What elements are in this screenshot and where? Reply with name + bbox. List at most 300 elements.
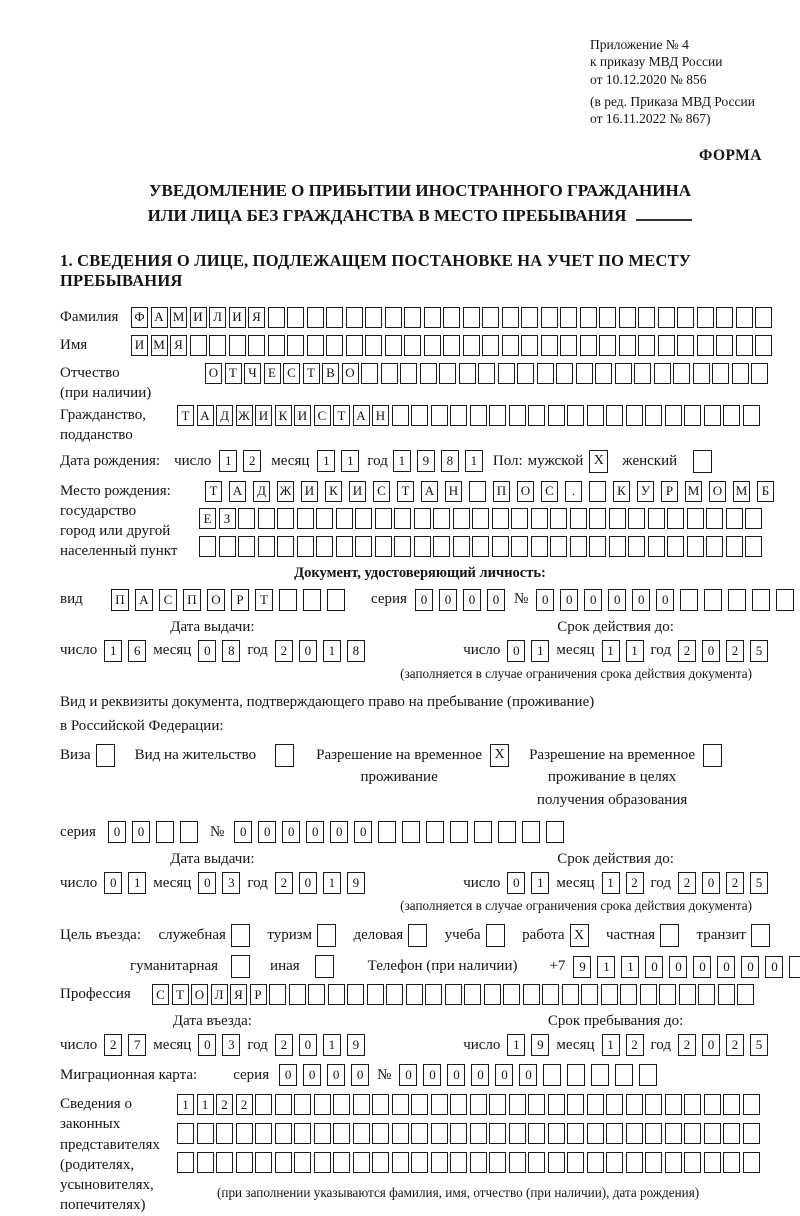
char-cell[interactable]: 0 — [299, 1034, 317, 1056]
char-cell[interactable] — [523, 984, 540, 1005]
residence-permit-checkbox[interactable] — [275, 744, 294, 767]
char-cell[interactable]: М — [685, 481, 702, 502]
char-cell[interactable] — [336, 536, 353, 557]
char-cell[interactable]: 1 — [602, 872, 620, 894]
char-cell[interactable]: Н — [372, 405, 389, 426]
char-cell[interactable]: К — [275, 405, 292, 426]
char-cell[interactable]: А — [353, 405, 370, 426]
char-cell[interactable] — [680, 589, 698, 611]
char-cell[interactable] — [353, 1123, 370, 1144]
char-cell[interactable]: О — [191, 984, 208, 1005]
char-cell[interactable] — [400, 363, 417, 384]
char-cell[interactable]: 0 — [608, 589, 626, 611]
char-cell[interactable]: 0 — [198, 640, 216, 662]
char-cell[interactable]: 2 — [678, 872, 696, 894]
char-cell[interactable]: 0 — [132, 821, 150, 843]
char-cell[interactable] — [589, 536, 606, 557]
char-cell[interactable]: 0 — [234, 821, 252, 843]
char-cell[interactable] — [716, 307, 733, 328]
purpose-study-checkbox[interactable] — [486, 924, 505, 947]
char-cell[interactable] — [626, 1123, 643, 1144]
char-cell[interactable] — [556, 363, 573, 384]
char-cell[interactable]: 0 — [632, 589, 650, 611]
char-cell[interactable]: 0 — [258, 821, 276, 843]
char-cell[interactable] — [414, 508, 431, 529]
char-cell[interactable]: 0 — [439, 589, 457, 611]
char-cell[interactable]: 1 — [621, 956, 639, 978]
char-cell[interactable] — [425, 984, 442, 1005]
char-cell[interactable] — [294, 1123, 311, 1144]
char-cell[interactable] — [470, 1123, 487, 1144]
char-cell[interactable]: Т — [205, 481, 222, 502]
char-cell[interactable] — [648, 508, 665, 529]
char-cell[interactable] — [463, 335, 480, 356]
char-cell[interactable] — [665, 405, 682, 426]
char-cell[interactable] — [367, 984, 384, 1005]
char-cell[interactable] — [314, 1094, 331, 1115]
char-cell[interactable] — [372, 1094, 389, 1115]
char-cell[interactable] — [303, 589, 321, 611]
char-cell[interactable]: С — [314, 405, 331, 426]
char-cell[interactable] — [619, 335, 636, 356]
char-cell[interactable] — [402, 821, 420, 843]
char-cell[interactable]: 7 — [128, 1034, 146, 1056]
char-cell[interactable] — [620, 984, 637, 1005]
char-cell[interactable] — [640, 984, 657, 1005]
char-cell[interactable] — [180, 821, 198, 843]
char-cell[interactable]: А — [135, 589, 153, 611]
char-cell[interactable]: 0 — [108, 821, 126, 843]
char-cell[interactable] — [658, 307, 675, 328]
char-cell[interactable]: Ж — [277, 481, 294, 502]
char-cell[interactable] — [537, 363, 554, 384]
char-cell[interactable] — [333, 1094, 350, 1115]
char-cell[interactable]: 0 — [741, 956, 759, 978]
char-cell[interactable]: 0 — [645, 956, 663, 978]
char-cell[interactable]: Е — [199, 508, 216, 529]
char-cell[interactable]: 0 — [415, 589, 433, 611]
char-cell[interactable]: П — [111, 589, 129, 611]
char-cell[interactable]: 9 — [347, 872, 365, 894]
char-cell[interactable]: М — [151, 335, 168, 356]
char-cell[interactable]: Е — [264, 363, 281, 384]
char-cell[interactable] — [698, 984, 715, 1005]
char-cell[interactable] — [628, 536, 645, 557]
char-cell[interactable]: А — [421, 481, 438, 502]
char-cell[interactable] — [426, 821, 444, 843]
char-cell[interactable] — [687, 536, 704, 557]
char-cell[interactable] — [599, 307, 616, 328]
char-cell[interactable] — [677, 307, 694, 328]
char-cell[interactable]: Т — [225, 363, 242, 384]
char-cell[interactable]: 0 — [669, 956, 687, 978]
char-cell[interactable] — [346, 335, 363, 356]
char-cell[interactable] — [277, 508, 294, 529]
char-cell[interactable] — [450, 1094, 467, 1115]
char-cell[interactable] — [236, 1123, 253, 1144]
char-cell[interactable] — [659, 984, 676, 1005]
char-cell[interactable] — [450, 405, 467, 426]
char-cell[interactable] — [528, 1123, 545, 1144]
char-cell[interactable]: 1 — [323, 1034, 341, 1056]
char-cell[interactable]: П — [493, 481, 510, 502]
char-cell[interactable] — [589, 508, 606, 529]
char-cell[interactable] — [522, 821, 540, 843]
char-cell[interactable] — [548, 1123, 565, 1144]
char-cell[interactable] — [634, 363, 651, 384]
char-cell[interactable] — [550, 536, 567, 557]
char-cell[interactable] — [639, 1064, 657, 1086]
char-cell[interactable] — [307, 307, 324, 328]
char-cell[interactable] — [190, 335, 207, 356]
char-cell[interactable] — [229, 335, 246, 356]
purpose-tourism-checkbox[interactable] — [317, 924, 336, 947]
char-cell[interactable] — [704, 405, 721, 426]
char-cell[interactable] — [489, 405, 506, 426]
char-cell[interactable]: 1 — [626, 640, 644, 662]
char-cell[interactable]: 0 — [303, 1064, 321, 1086]
char-cell[interactable] — [687, 508, 704, 529]
char-cell[interactable] — [745, 536, 762, 557]
char-cell[interactable] — [450, 1123, 467, 1144]
char-cell[interactable] — [679, 984, 696, 1005]
char-cell[interactable]: 1 — [531, 872, 549, 894]
char-cell[interactable] — [615, 363, 632, 384]
char-cell[interactable]: А — [151, 307, 168, 328]
char-cell[interactable] — [684, 1094, 701, 1115]
purpose-other-checkbox[interactable] — [315, 955, 334, 978]
char-cell[interactable] — [645, 1123, 662, 1144]
char-cell[interactable] — [665, 1123, 682, 1144]
sex-female-checkbox[interactable] — [693, 450, 712, 473]
char-cell[interactable] — [258, 536, 275, 557]
char-cell[interactable]: 1 — [507, 1034, 525, 1056]
char-cell[interactable] — [474, 821, 492, 843]
char-cell[interactable] — [463, 307, 480, 328]
char-cell[interactable] — [576, 363, 593, 384]
char-cell[interactable] — [567, 1094, 584, 1115]
char-cell[interactable] — [433, 536, 450, 557]
char-cell[interactable]: 1 — [393, 450, 411, 472]
char-cell[interactable] — [673, 363, 690, 384]
char-cell[interactable] — [704, 1123, 721, 1144]
char-cell[interactable] — [492, 536, 509, 557]
char-cell[interactable]: 9 — [573, 956, 591, 978]
char-cell[interactable] — [737, 984, 754, 1005]
char-cell[interactable] — [619, 307, 636, 328]
char-cell[interactable] — [453, 508, 470, 529]
char-cell[interactable] — [209, 335, 226, 356]
char-cell[interactable] — [308, 984, 325, 1005]
char-cell[interactable] — [704, 1094, 721, 1115]
char-cell[interactable]: 0 — [351, 1064, 369, 1086]
char-cell[interactable]: С — [159, 589, 177, 611]
char-cell[interactable]: 1 — [465, 450, 483, 472]
purpose-commercial-checkbox[interactable] — [408, 924, 427, 947]
char-cell[interactable]: О — [207, 589, 225, 611]
purpose-private-checkbox[interactable] — [660, 924, 679, 947]
char-cell[interactable] — [353, 1094, 370, 1115]
char-cell[interactable] — [726, 536, 743, 557]
char-cell[interactable] — [268, 335, 285, 356]
char-cell[interactable] — [431, 1123, 448, 1144]
char-cell[interactable]: 0 — [693, 956, 711, 978]
char-cell[interactable]: И — [131, 335, 148, 356]
char-cell[interactable]: А — [197, 405, 214, 426]
char-cell[interactable]: 9 — [347, 1034, 365, 1056]
char-cell[interactable] — [606, 1123, 623, 1144]
char-cell[interactable] — [567, 405, 584, 426]
char-cell[interactable]: 0 — [765, 956, 783, 978]
char-cell[interactable]: 1 — [177, 1094, 194, 1115]
char-cell[interactable] — [743, 405, 760, 426]
char-cell[interactable]: 0 — [354, 821, 372, 843]
char-cell[interactable] — [658, 335, 675, 356]
char-cell[interactable] — [543, 1064, 561, 1086]
char-cell[interactable]: Л — [209, 307, 226, 328]
char-cell[interactable]: 0 — [702, 1034, 720, 1056]
char-cell[interactable]: Р — [250, 984, 267, 1005]
char-cell[interactable] — [355, 508, 372, 529]
char-cell[interactable] — [704, 589, 722, 611]
char-cell[interactable] — [550, 508, 567, 529]
char-cell[interactable] — [509, 1094, 526, 1115]
char-cell[interactable]: 0 — [198, 1034, 216, 1056]
char-cell[interactable]: Н — [445, 481, 462, 502]
char-cell[interactable]: 2 — [678, 1034, 696, 1056]
char-cell[interactable] — [472, 508, 489, 529]
char-cell[interactable] — [776, 589, 794, 611]
char-cell[interactable] — [498, 821, 516, 843]
char-cell[interactable] — [459, 363, 476, 384]
char-cell[interactable]: 2 — [243, 450, 261, 472]
char-cell[interactable] — [336, 508, 353, 529]
char-cell[interactable] — [601, 984, 618, 1005]
char-cell[interactable]: 2 — [275, 1034, 293, 1056]
char-cell[interactable] — [392, 1094, 409, 1115]
char-cell[interactable] — [268, 307, 285, 328]
char-cell[interactable] — [219, 536, 236, 557]
char-cell[interactable]: В — [322, 363, 339, 384]
char-cell[interactable] — [638, 335, 655, 356]
char-cell[interactable]: 0 — [471, 1064, 489, 1086]
char-cell[interactable]: 0 — [536, 589, 554, 611]
char-cell[interactable]: А — [229, 481, 246, 502]
char-cell[interactable]: У — [637, 481, 654, 502]
char-cell[interactable]: 0 — [656, 589, 674, 611]
char-cell[interactable]: 5 — [750, 872, 768, 894]
char-cell[interactable]: 0 — [306, 821, 324, 843]
char-cell[interactable] — [509, 405, 526, 426]
char-cell[interactable]: И — [229, 307, 246, 328]
char-cell[interactable] — [316, 536, 333, 557]
char-cell[interactable] — [567, 1123, 584, 1144]
char-cell[interactable] — [541, 307, 558, 328]
char-cell[interactable]: 1 — [597, 956, 615, 978]
char-cell[interactable] — [548, 1094, 565, 1115]
char-cell[interactable]: Л — [211, 984, 228, 1005]
char-cell[interactable]: 1 — [219, 450, 237, 472]
char-cell[interactable] — [279, 589, 297, 611]
char-cell[interactable] — [365, 335, 382, 356]
char-cell[interactable]: 0 — [495, 1064, 513, 1086]
char-cell[interactable] — [277, 536, 294, 557]
char-cell[interactable]: С — [283, 363, 300, 384]
char-cell[interactable] — [445, 984, 462, 1005]
char-cell[interactable] — [789, 956, 800, 978]
char-cell[interactable] — [478, 363, 495, 384]
char-cell[interactable] — [431, 405, 448, 426]
char-cell[interactable] — [648, 536, 665, 557]
char-cell[interactable] — [326, 335, 343, 356]
char-cell[interactable] — [599, 335, 616, 356]
char-cell[interactable] — [587, 1123, 604, 1144]
char-cell[interactable]: М — [170, 307, 187, 328]
char-cell[interactable] — [411, 1094, 428, 1115]
char-cell[interactable] — [287, 335, 304, 356]
char-cell[interactable]: 2 — [275, 640, 293, 662]
char-cell[interactable] — [411, 1123, 428, 1144]
char-cell[interactable]: Я — [248, 307, 265, 328]
char-cell[interactable] — [718, 984, 735, 1005]
char-cell[interactable] — [684, 405, 701, 426]
char-cell[interactable] — [404, 335, 421, 356]
char-cell[interactable]: 3 — [222, 1034, 240, 1056]
char-cell[interactable]: 2 — [726, 640, 744, 662]
char-cell[interactable] — [294, 1094, 311, 1115]
char-cell[interactable] — [517, 363, 534, 384]
char-cell[interactable] — [638, 307, 655, 328]
char-cell[interactable]: 0 — [463, 589, 481, 611]
char-cell[interactable]: Т — [397, 481, 414, 502]
purpose-work-checkbox[interactable]: X — [570, 924, 589, 947]
purpose-transit-checkbox[interactable] — [751, 924, 770, 947]
char-cell[interactable] — [531, 508, 548, 529]
char-cell[interactable] — [453, 536, 470, 557]
char-cell[interactable]: 2 — [216, 1094, 233, 1115]
char-cell[interactable] — [470, 405, 487, 426]
char-cell[interactable] — [326, 307, 343, 328]
char-cell[interactable] — [706, 508, 723, 529]
char-cell[interactable]: Р — [661, 481, 678, 502]
char-cell[interactable] — [560, 335, 577, 356]
char-cell[interactable]: Т — [177, 405, 194, 426]
char-cell[interactable] — [439, 363, 456, 384]
char-cell[interactable] — [255, 1123, 272, 1144]
char-cell[interactable] — [248, 335, 265, 356]
char-cell[interactable] — [482, 307, 499, 328]
char-cell[interactable] — [255, 1094, 272, 1115]
char-cell[interactable] — [521, 335, 538, 356]
char-cell[interactable]: И — [190, 307, 207, 328]
char-cell[interactable] — [470, 1094, 487, 1115]
char-cell[interactable] — [645, 405, 662, 426]
char-cell[interactable]: Б — [757, 481, 774, 502]
char-cell[interactable] — [314, 1123, 331, 1144]
char-cell[interactable] — [307, 335, 324, 356]
char-cell[interactable]: 1 — [323, 872, 341, 894]
char-cell[interactable]: Р — [231, 589, 249, 611]
char-cell[interactable]: 2 — [236, 1094, 253, 1115]
char-cell[interactable]: И — [349, 481, 366, 502]
char-cell[interactable] — [752, 589, 770, 611]
char-cell[interactable]: О — [342, 363, 359, 384]
char-cell[interactable]: . — [565, 481, 582, 502]
char-cell[interactable]: Д — [216, 405, 233, 426]
char-cell[interactable]: С — [373, 481, 390, 502]
char-cell[interactable] — [238, 536, 255, 557]
char-cell[interactable] — [258, 508, 275, 529]
char-cell[interactable] — [238, 508, 255, 529]
char-cell[interactable] — [503, 984, 520, 1005]
char-cell[interactable]: С — [541, 481, 558, 502]
char-cell[interactable] — [316, 508, 333, 529]
char-cell[interactable] — [411, 405, 428, 426]
char-cell[interactable] — [347, 984, 364, 1005]
char-cell[interactable] — [531, 536, 548, 557]
char-cell[interactable] — [667, 508, 684, 529]
char-cell[interactable]: Т — [172, 984, 189, 1005]
char-cell[interactable]: 0 — [299, 872, 317, 894]
char-cell[interactable] — [723, 405, 740, 426]
char-cell[interactable] — [732, 363, 749, 384]
char-cell[interactable]: 0 — [560, 589, 578, 611]
char-cell[interactable] — [424, 335, 441, 356]
char-cell[interactable]: Т — [333, 405, 350, 426]
temp-permit-checkbox[interactable]: X — [490, 744, 509, 767]
char-cell[interactable]: 0 — [198, 872, 216, 894]
char-cell[interactable] — [521, 307, 538, 328]
char-cell[interactable] — [372, 1123, 389, 1144]
purpose-humanitarian-checkbox[interactable] — [231, 955, 250, 978]
char-cell[interactable] — [587, 405, 604, 426]
char-cell[interactable] — [392, 1123, 409, 1144]
char-cell[interactable] — [469, 481, 486, 502]
char-cell[interactable] — [626, 405, 643, 426]
char-cell[interactable] — [511, 508, 528, 529]
char-cell[interactable] — [431, 1094, 448, 1115]
char-cell[interactable] — [450, 821, 468, 843]
char-cell[interactable]: 0 — [507, 640, 525, 662]
char-cell[interactable]: К — [325, 481, 342, 502]
char-cell[interactable]: Ч — [244, 363, 261, 384]
char-cell[interactable]: 0 — [702, 640, 720, 662]
char-cell[interactable] — [420, 363, 437, 384]
char-cell[interactable] — [156, 821, 174, 843]
char-cell[interactable]: 2 — [726, 1034, 744, 1056]
char-cell[interactable] — [378, 821, 396, 843]
char-cell[interactable] — [509, 1123, 526, 1144]
char-cell[interactable]: 1 — [128, 872, 146, 894]
char-cell[interactable] — [394, 508, 411, 529]
char-cell[interactable]: К — [613, 481, 630, 502]
char-cell[interactable] — [177, 1123, 194, 1144]
char-cell[interactable]: 1 — [602, 1034, 620, 1056]
char-cell[interactable] — [716, 335, 733, 356]
char-cell[interactable]: 1 — [104, 640, 122, 662]
char-cell[interactable] — [654, 363, 671, 384]
char-cell[interactable] — [706, 536, 723, 557]
char-cell[interactable]: Ж — [236, 405, 253, 426]
char-cell[interactable] — [333, 1123, 350, 1144]
char-cell[interactable] — [751, 363, 768, 384]
char-cell[interactable] — [693, 363, 710, 384]
char-cell[interactable]: Д — [253, 481, 270, 502]
char-cell[interactable]: 8 — [222, 640, 240, 662]
char-cell[interactable] — [498, 363, 515, 384]
char-cell[interactable] — [645, 1094, 662, 1115]
char-cell[interactable] — [502, 307, 519, 328]
